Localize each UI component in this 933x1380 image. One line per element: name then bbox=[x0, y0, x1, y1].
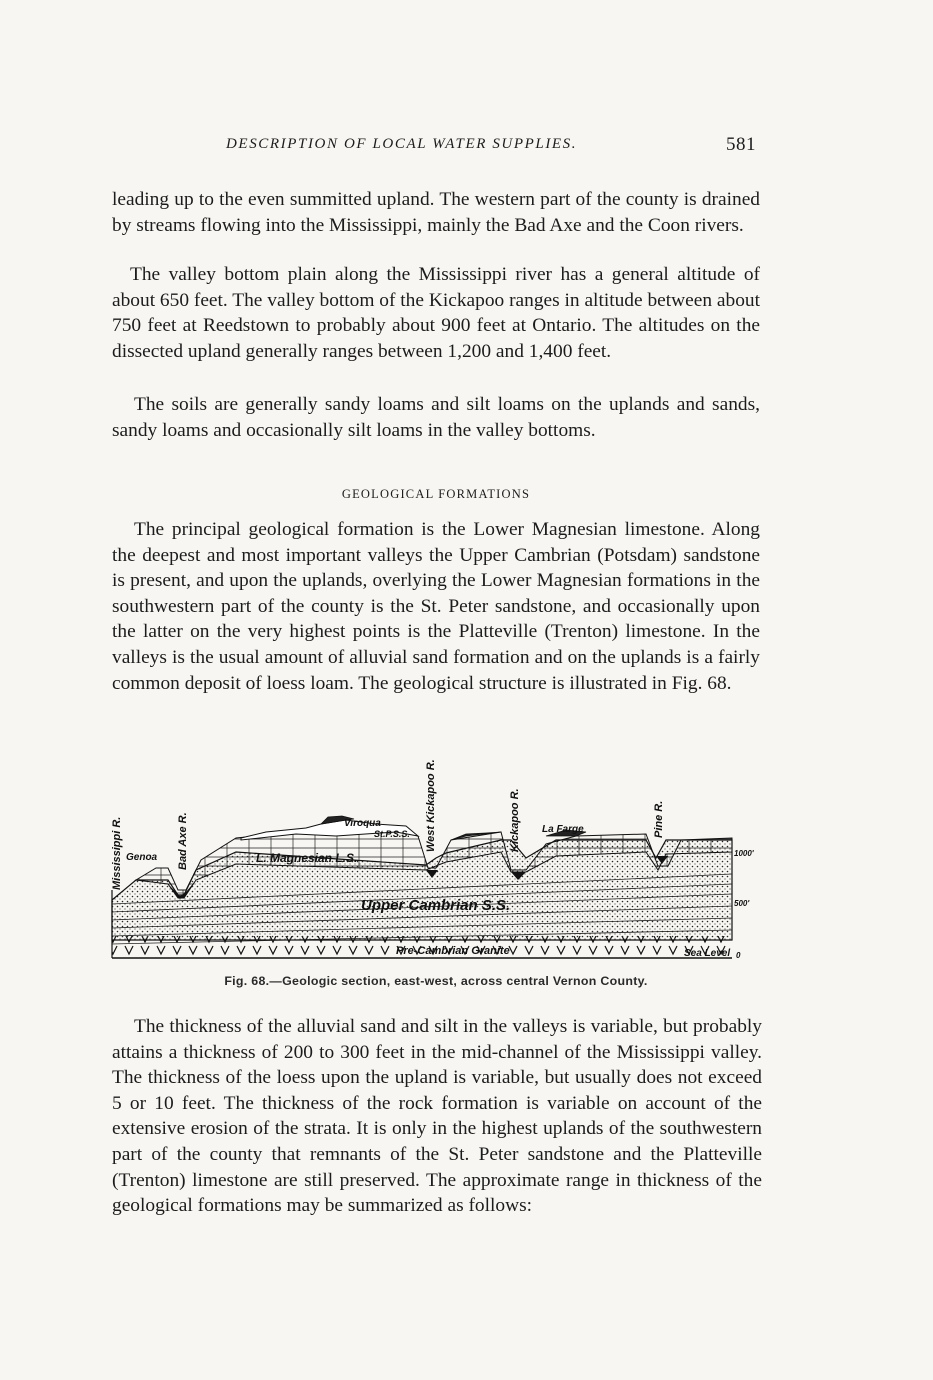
paragraph-4: The principal geological formation is the Lower Magnesian limestone. Along the deepest and most important valleys the Upper Cambrian (Potsdam) sandstone is present, and upon the uplands, overlying the Lower Magnesian formations in the southwestern part of the county is the St. Peter sandstone, and occasionally upon the latter on the very highest points is the Platteville (Trenton) limestone. In the valleys is the usual amount of alluvial sand formation and on the uplands is a fairly common deposit of loess loam. The geological structure is illustrated in Fig. 68. bbox=[112, 519, 760, 694]
geologic-section-figure bbox=[106, 740, 754, 968]
paragraph-1: leading up to the even summitted upland. The western part of the county is drained by streams flowing into the Mississippi, mainly the Bad Axe and the Coon rivers. bbox=[112, 189, 760, 236]
label-kickapoo-river: Kickapoo R. bbox=[509, 788, 521, 852]
label-elev-500: 500' bbox=[734, 899, 750, 908]
label-precambrian: Pre-Cambrian Granite bbox=[396, 945, 510, 957]
label-elev-0: 0 bbox=[736, 951, 741, 960]
page-number: 581 bbox=[726, 134, 756, 155]
section-heading: GEOLOGICAL FORMATIONS bbox=[341, 487, 531, 501]
label-pine-river: Pine R. bbox=[653, 800, 665, 838]
label-genoa: Genoa bbox=[126, 852, 158, 863]
figure-caption: Fig. 68.—Geologic section, east-west, across central Vernon County. bbox=[224, 974, 648, 988]
label-west-kickapoo-river: West Kickapoo R. bbox=[425, 759, 437, 852]
label-lower-magnesian: L. Magnesian L.S. bbox=[256, 851, 358, 865]
label-mississippi-river: Mississippi R. bbox=[111, 816, 123, 890]
paragraph-2: The valley bottom plain along the Mississippi river has a general altitude of about 650 feet. The valley bottom of the Kickapoo ranges in altitude between about 750 feet at Reedstown to probably about 900 feet at Ontario. The altitudes on the dissected upland generally ranges between 1,200 and 1,400 feet. bbox=[112, 264, 760, 362]
paragraph-5: The thickness of the alluvial sand and silt in the valleys is variable, but probably attains a thickness of 200 to 300 feet in the mid-channel of the Mississippi valley. The thickness of the loess upon the upland is variable, but usually does not exceed 5 or 10 feet. The thickness of the rock formation is variable on account of the extensive erosion of the strata. It is only in the highest uplands of the southwestern part of the county that remnants of the St. Peter sandstone and the Platteville (Trenton) limestone are still preserved. The approximate range in thickness of the geological formations may be summarized as follows: bbox=[112, 1016, 762, 1217]
label-elev-1000: 1000' bbox=[734, 849, 754, 858]
label-st-peter: St.P.S.S. bbox=[374, 829, 410, 839]
label-bad-axe-river: Bad Axe R. bbox=[177, 812, 189, 870]
label-la-farge: La Farge bbox=[542, 824, 584, 835]
label-viroqua: Viroqua bbox=[344, 818, 381, 829]
label-sea-level: Sea Level bbox=[684, 948, 731, 959]
running-head-title: DESCRIPTION OF LOCAL WATER SUPPLIES. bbox=[226, 136, 578, 152]
label-upper-cambrian: Upper Cambrian S.S. bbox=[361, 897, 511, 914]
paragraph-3: The soils are generally sandy loams and silt loams on the uplands and sands, sandy loams and occasionally silt loams in the valley bottoms. bbox=[112, 394, 760, 441]
geologic-section-drawing bbox=[106, 740, 754, 968]
